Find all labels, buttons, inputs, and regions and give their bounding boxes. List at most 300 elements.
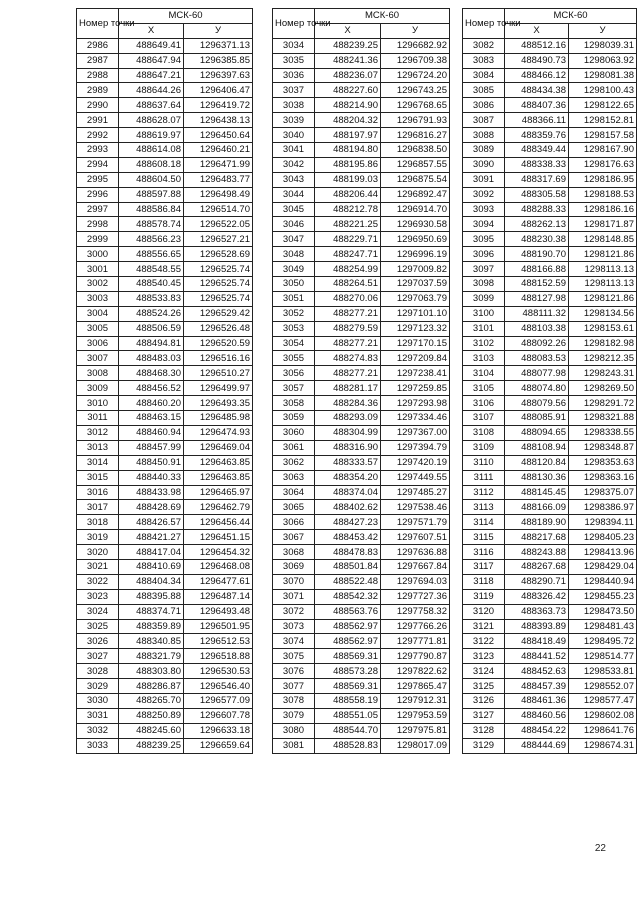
table-row xyxy=(463,247,637,262)
table-row xyxy=(77,351,253,366)
table-row xyxy=(463,455,637,470)
table-row xyxy=(77,530,253,545)
y-coordinate-cell: 1298602.08 xyxy=(569,708,637,723)
point-number-cell: 3001 xyxy=(77,262,119,277)
x-coordinate-cell: 488083.53 xyxy=(505,351,569,366)
point-number-cell: 3117 xyxy=(463,559,505,574)
table-row xyxy=(77,128,253,143)
coordinate-system-header: МСК-60 xyxy=(505,9,637,24)
y-coordinate-cell: 1296930.58 xyxy=(381,217,450,232)
y-coordinate-cell: 1296397.63 xyxy=(184,68,253,83)
x-coordinate-cell: 488281.17 xyxy=(315,381,381,396)
x-coordinate-cell: 488204.32 xyxy=(315,113,381,128)
point-number-cell: 3100 xyxy=(463,306,505,321)
y-coordinate-cell: 1298188.53 xyxy=(569,187,637,202)
table-row xyxy=(463,128,637,143)
table-row xyxy=(273,262,450,277)
y-coordinate-cell: 1296385.85 xyxy=(184,53,253,68)
x-coordinate-cell: 488569.31 xyxy=(315,649,381,664)
x-coordinate-cell: 488304.99 xyxy=(315,425,381,440)
point-number-cell: 3074 xyxy=(273,634,315,649)
point-number-cell: 3107 xyxy=(463,411,505,426)
y-coordinate-cell: 1298440.94 xyxy=(569,574,637,589)
table-row xyxy=(77,217,253,232)
point-number-cell: 3087 xyxy=(463,113,505,128)
y-coordinate-cell: 1296468.08 xyxy=(184,559,253,574)
coordinates-table-3 xyxy=(462,8,637,754)
table-row xyxy=(463,559,637,574)
x-coordinate-cell: 488524.26 xyxy=(119,306,184,321)
x-coordinate-cell: 488441.52 xyxy=(505,649,569,664)
x-coordinate-cell: 488556.65 xyxy=(119,247,184,262)
y-coordinate-cell: 1296487.14 xyxy=(184,589,253,604)
point-number-cell: 3077 xyxy=(273,679,315,694)
point-number-cell: 3040 xyxy=(273,128,315,143)
table-row xyxy=(463,679,637,694)
point-number-cell: 3045 xyxy=(273,202,315,217)
x-coordinate-cell: 488340.85 xyxy=(119,634,184,649)
point-number-cell: 3125 xyxy=(463,679,505,694)
point-number-cell: 3047 xyxy=(273,232,315,247)
point-number-cell: 3036 xyxy=(273,68,315,83)
x-coordinate-cell: 488264.51 xyxy=(315,277,381,292)
x-coordinate-cell: 488522.48 xyxy=(315,574,381,589)
x-coordinate-cell: 488288.33 xyxy=(505,202,569,217)
table-row xyxy=(273,291,450,306)
x-coordinate-cell: 488427.23 xyxy=(315,515,381,530)
x-coordinate-cell: 488108.94 xyxy=(505,440,569,455)
x-coordinate-cell: 488450.91 xyxy=(119,455,184,470)
y-coordinate-cell: 1297037.59 xyxy=(381,277,450,292)
point-number-cell: 3120 xyxy=(463,604,505,619)
y-coordinate-cell: 1296463.85 xyxy=(184,455,253,470)
point-number-cell: 3006 xyxy=(77,336,119,351)
point-number-cell: 3023 xyxy=(77,589,119,604)
y-coordinate-cell: 1296477.61 xyxy=(184,574,253,589)
table-row xyxy=(77,545,253,560)
table-row xyxy=(77,113,253,128)
x-coordinate-cell: 488562.97 xyxy=(315,619,381,634)
y-coordinate-cell: 1296456.44 xyxy=(184,515,253,530)
table-row xyxy=(463,470,637,485)
point-number-header: Номер точки xyxy=(273,9,315,39)
table-row xyxy=(77,366,253,381)
x-coordinate-cell: 488236.07 xyxy=(315,68,381,83)
y-coordinate-cell: 1296577.09 xyxy=(184,693,253,708)
point-number-cell: 3014 xyxy=(77,455,119,470)
y-coordinate-cell: 1296471.99 xyxy=(184,157,253,172)
point-number-cell: 3126 xyxy=(463,693,505,708)
x-coordinate-cell: 488262.13 xyxy=(505,217,569,232)
point-number-cell: 3030 xyxy=(77,693,119,708)
y-coordinate-cell: 1298353.63 xyxy=(569,455,637,470)
x-coordinate-cell: 488127.98 xyxy=(505,291,569,306)
point-number-cell: 3065 xyxy=(273,500,315,515)
x-coordinate-cell: 488460.56 xyxy=(505,708,569,723)
y-coordinate-cell: 1297063.79 xyxy=(381,291,450,306)
x-coordinate-cell: 488212.78 xyxy=(315,202,381,217)
x-coordinate-cell: 488197.97 xyxy=(315,128,381,143)
y-coordinate-cell: 1296791.93 xyxy=(381,113,450,128)
x-coordinate-cell: 488533.83 xyxy=(119,291,184,306)
y-coordinate-cell: 1298386.97 xyxy=(569,500,637,515)
point-number-cell: 3090 xyxy=(463,157,505,172)
x-coordinate-cell: 488478.83 xyxy=(315,545,381,560)
point-number-cell: 3037 xyxy=(273,83,315,98)
x-coordinate-cell: 488374.04 xyxy=(315,485,381,500)
x-coordinate-cell: 488461.36 xyxy=(505,693,569,708)
x-coordinate-cell: 488457.99 xyxy=(119,440,184,455)
x-coordinate-cell: 488166.09 xyxy=(505,500,569,515)
y-coordinate-cell: 1296709.38 xyxy=(381,53,450,68)
y-coordinate-cell: 1297865.47 xyxy=(381,679,450,694)
y-coordinate-cell: 1298121.86 xyxy=(569,247,637,262)
point-number-cell: 3113 xyxy=(463,500,505,515)
y-coordinate-cell: 1298153.61 xyxy=(569,321,637,336)
point-number-cell: 3129 xyxy=(463,738,505,753)
y-coordinate-cell: 1298039.31 xyxy=(569,38,637,53)
x-coordinate-cell: 488501.84 xyxy=(315,559,381,574)
table-row xyxy=(463,98,637,113)
table-row xyxy=(77,247,253,262)
table-row xyxy=(463,604,637,619)
point-number-cell: 3050 xyxy=(273,277,315,292)
y-coordinate-cell: 1298063.92 xyxy=(569,53,637,68)
x-coordinate-cell: 488194.80 xyxy=(315,143,381,158)
point-number-cell: 3005 xyxy=(77,321,119,336)
x-coordinate-cell: 488444.69 xyxy=(505,738,569,753)
x-coordinate-cell: 488130.36 xyxy=(505,470,569,485)
x-coordinate-cell: 488454.22 xyxy=(505,723,569,738)
y-coordinate-cell: 1296525.74 xyxy=(184,262,253,277)
point-number-cell: 3048 xyxy=(273,247,315,262)
x-coordinate-cell: 488456.52 xyxy=(119,381,184,396)
table-row xyxy=(273,589,450,604)
table-row xyxy=(463,217,637,232)
table-row xyxy=(273,172,450,187)
y-coordinate-cell: 1296996.19 xyxy=(381,247,450,262)
x-coordinate-cell: 488569.31 xyxy=(315,679,381,694)
x-coordinate-cell: 488279.59 xyxy=(315,321,381,336)
x-coordinate-cell: 488338.33 xyxy=(505,157,569,172)
point-number-cell: 3009 xyxy=(77,381,119,396)
y-coordinate-cell: 1296528.69 xyxy=(184,247,253,262)
x-coordinate-cell: 488452.63 xyxy=(505,664,569,679)
point-number-cell: 3016 xyxy=(77,485,119,500)
point-number-cell: 3055 xyxy=(273,351,315,366)
table-row xyxy=(273,738,450,753)
point-number-cell: 3078 xyxy=(273,693,315,708)
y-coordinate-cell: 1298152.81 xyxy=(569,113,637,128)
table-row xyxy=(273,53,450,68)
x-coordinate-cell: 488206.44 xyxy=(315,187,381,202)
x-coordinate-cell: 488483.03 xyxy=(119,351,184,366)
x-coordinate-cell: 488326.42 xyxy=(505,589,569,604)
x-coordinate-cell: 488578.74 xyxy=(119,217,184,232)
table-row xyxy=(273,321,450,336)
x-coordinate-cell: 488551.05 xyxy=(315,708,381,723)
table-row xyxy=(77,291,253,306)
point-number-cell: 3102 xyxy=(463,336,505,351)
y-coordinate-cell: 1296501.95 xyxy=(184,619,253,634)
point-number-cell: 3063 xyxy=(273,470,315,485)
point-number-cell: 3111 xyxy=(463,470,505,485)
y-coordinate-cell: 1297420.19 xyxy=(381,455,450,470)
point-number-cell: 3015 xyxy=(77,470,119,485)
y-coordinate-cell: 1298405.23 xyxy=(569,530,637,545)
point-number-cell: 3064 xyxy=(273,485,315,500)
point-number-cell: 3122 xyxy=(463,634,505,649)
x-coordinate-cell: 488512.16 xyxy=(505,38,569,53)
point-number-cell: 3069 xyxy=(273,559,315,574)
point-number-cell: 2986 xyxy=(77,38,119,53)
y-coordinate-cell: 1296514.70 xyxy=(184,202,253,217)
y-coordinate-cell: 1296371.13 xyxy=(184,38,253,53)
point-number-cell: 3079 xyxy=(273,708,315,723)
point-number-cell: 3085 xyxy=(463,83,505,98)
point-number-cell: 3029 xyxy=(77,679,119,694)
x-coordinate-cell: 488558.19 xyxy=(315,693,381,708)
y-coordinate-cell: 1298176.63 xyxy=(569,157,637,172)
table-row xyxy=(273,411,450,426)
coordinate-system-header: МСК-60 xyxy=(119,9,253,24)
point-number-cell: 3012 xyxy=(77,425,119,440)
point-number-cell: 3024 xyxy=(77,604,119,619)
x-header: X xyxy=(119,23,184,38)
point-number-cell: 3072 xyxy=(273,604,315,619)
y-coordinate-cell: 1298348.87 xyxy=(569,440,637,455)
y-coordinate-cell: 1298429.04 xyxy=(569,559,637,574)
x-header: X xyxy=(315,23,381,38)
table-row xyxy=(273,83,450,98)
point-number-cell: 3104 xyxy=(463,366,505,381)
y-coordinate-cell: 1296743.25 xyxy=(381,83,450,98)
y-coordinate-cell: 1296520.59 xyxy=(184,336,253,351)
table-row xyxy=(77,634,253,649)
point-number-cell: 3106 xyxy=(463,396,505,411)
x-coordinate-cell: 488604.50 xyxy=(119,172,184,187)
y-coordinate-cell: 1296465.97 xyxy=(184,485,253,500)
x-coordinate-cell: 488305.58 xyxy=(505,187,569,202)
y-coordinate-cell: 1297538.46 xyxy=(381,500,450,515)
table-row xyxy=(273,232,450,247)
point-number-cell: 3089 xyxy=(463,143,505,158)
y-coordinate-cell: 1298182.98 xyxy=(569,336,637,351)
x-coordinate-cell: 488094.65 xyxy=(505,425,569,440)
x-coordinate-cell: 488457.39 xyxy=(505,679,569,694)
y-coordinate-cell: 1298081.38 xyxy=(569,68,637,83)
x-coordinate-cell: 488628.07 xyxy=(119,113,184,128)
table-row xyxy=(273,440,450,455)
y-coordinate-cell: 1298413.96 xyxy=(569,545,637,560)
y-coordinate-cell: 1296498.49 xyxy=(184,187,253,202)
x-coordinate-cell: 488239.25 xyxy=(119,738,184,753)
table-row xyxy=(463,381,637,396)
y-coordinate-cell: 1297607.51 xyxy=(381,530,450,545)
table-row xyxy=(77,604,253,619)
table-row xyxy=(463,440,637,455)
point-number-cell: 3003 xyxy=(77,291,119,306)
x-coordinate-cell: 488374.71 xyxy=(119,604,184,619)
y-coordinate-cell: 1298363.16 xyxy=(569,470,637,485)
point-number-cell: 3093 xyxy=(463,202,505,217)
y-coordinate-cell: 1297790.87 xyxy=(381,649,450,664)
x-coordinate-cell: 488597.88 xyxy=(119,187,184,202)
x-coordinate-cell: 488453.42 xyxy=(315,530,381,545)
x-coordinate-cell: 488614.08 xyxy=(119,143,184,158)
y-coordinate-cell: 1296768.65 xyxy=(381,98,450,113)
point-number-cell: 3042 xyxy=(273,157,315,172)
y-coordinate-cell: 1296438.13 xyxy=(184,113,253,128)
table-row xyxy=(463,157,637,172)
point-number-cell: 3070 xyxy=(273,574,315,589)
point-number-cell: 3038 xyxy=(273,98,315,113)
point-number-cell: 3124 xyxy=(463,664,505,679)
table-row xyxy=(463,306,637,321)
table-row xyxy=(273,679,450,694)
point-number-cell: 2997 xyxy=(77,202,119,217)
table-row xyxy=(77,336,253,351)
x-coordinate-cell: 488284.36 xyxy=(315,396,381,411)
table-row xyxy=(77,232,253,247)
point-number-cell: 3086 xyxy=(463,98,505,113)
table-row xyxy=(463,143,637,158)
table-row xyxy=(273,247,450,262)
x-coordinate-cell: 488270.06 xyxy=(315,291,381,306)
point-number-cell: 3010 xyxy=(77,396,119,411)
y-coordinate-cell: 1298017.09 xyxy=(381,738,450,753)
table-row xyxy=(273,396,450,411)
y-coordinate-cell: 1297485.27 xyxy=(381,485,450,500)
point-number-cell: 3020 xyxy=(77,545,119,560)
x-coordinate-cell: 488359.89 xyxy=(119,619,184,634)
x-coordinate-cell: 488608.18 xyxy=(119,157,184,172)
table-row xyxy=(463,83,637,98)
x-coordinate-cell: 488407.36 xyxy=(505,98,569,113)
x-coordinate-cell: 488562.97 xyxy=(315,634,381,649)
table-row xyxy=(463,53,637,68)
table-row xyxy=(273,68,450,83)
table-row xyxy=(463,262,637,277)
point-number-cell: 3076 xyxy=(273,664,315,679)
x-coordinate-cell: 488247.71 xyxy=(315,247,381,262)
point-number-cell: 3017 xyxy=(77,500,119,515)
x-coordinate-cell: 488410.69 xyxy=(119,559,184,574)
table-row xyxy=(463,545,637,560)
y-coordinate-cell: 1296493.48 xyxy=(184,604,253,619)
table-row xyxy=(463,366,637,381)
y-coordinate-cell: 1296857.55 xyxy=(381,157,450,172)
x-coordinate-cell: 488349.44 xyxy=(505,143,569,158)
y-coordinate-cell: 1296483.77 xyxy=(184,172,253,187)
table-row xyxy=(77,83,253,98)
x-coordinate-cell: 488254.99 xyxy=(315,262,381,277)
x-coordinate-cell: 488494.81 xyxy=(119,336,184,351)
point-number-cell: 3062 xyxy=(273,455,315,470)
y-coordinate-cell: 1297449.55 xyxy=(381,470,450,485)
x-coordinate-cell: 488241.36 xyxy=(315,53,381,68)
y-coordinate-cell: 1296633.18 xyxy=(184,723,253,738)
table-row xyxy=(273,634,450,649)
y-coordinate-cell: 1296527.21 xyxy=(184,232,253,247)
y-header: У xyxy=(381,23,450,38)
x-coordinate-cell: 488466.12 xyxy=(505,68,569,83)
x-coordinate-cell: 488433.98 xyxy=(119,485,184,500)
y-coordinate-cell: 1296914.70 xyxy=(381,202,450,217)
y-coordinate-cell: 1298100.43 xyxy=(569,83,637,98)
table-row xyxy=(273,530,450,545)
point-number-cell: 3043 xyxy=(273,172,315,187)
y-coordinate-cell: 1297771.81 xyxy=(381,634,450,649)
point-number-cell: 3018 xyxy=(77,515,119,530)
x-coordinate-cell: 488074.80 xyxy=(505,381,569,396)
x-coordinate-cell: 488586.84 xyxy=(119,202,184,217)
point-number-cell: 2991 xyxy=(77,113,119,128)
point-number-cell: 3112 xyxy=(463,485,505,500)
x-coordinate-cell: 488229.71 xyxy=(315,232,381,247)
x-coordinate-cell: 488195.86 xyxy=(315,157,381,172)
x-coordinate-cell: 488077.98 xyxy=(505,366,569,381)
point-number-cell: 2994 xyxy=(77,157,119,172)
x-coordinate-cell: 488566.23 xyxy=(119,232,184,247)
table-row xyxy=(463,113,637,128)
x-coordinate-cell: 488366.11 xyxy=(505,113,569,128)
x-coordinate-cell: 488542.32 xyxy=(315,589,381,604)
point-number-cell: 3118 xyxy=(463,574,505,589)
table-row xyxy=(273,425,450,440)
point-number-cell: 3114 xyxy=(463,515,505,530)
point-number-cell: 2993 xyxy=(77,143,119,158)
x-coordinate-cell: 488354.20 xyxy=(315,470,381,485)
table-row xyxy=(77,396,253,411)
point-number-cell: 3054 xyxy=(273,336,315,351)
table-row xyxy=(463,500,637,515)
point-number-cell: 3108 xyxy=(463,425,505,440)
point-number-cell: 3110 xyxy=(463,455,505,470)
table-row xyxy=(273,157,450,172)
y-coordinate-cell: 1296510.27 xyxy=(184,366,253,381)
table-row xyxy=(77,708,253,723)
table-row xyxy=(463,411,637,426)
x-coordinate-cell: 488230.38 xyxy=(505,232,569,247)
point-number-cell: 3066 xyxy=(273,515,315,530)
point-number-cell: 3052 xyxy=(273,306,315,321)
y-coordinate-cell: 1297101.10 xyxy=(381,306,450,321)
point-number-cell: 2995 xyxy=(77,172,119,187)
coordinate-system-header: МСК-60 xyxy=(315,9,450,24)
x-coordinate-cell: 488317.69 xyxy=(505,172,569,187)
table-row xyxy=(463,38,637,53)
y-coordinate-cell: 1298394.11 xyxy=(569,515,637,530)
table-row xyxy=(77,262,253,277)
table-row xyxy=(273,664,450,679)
point-number-cell: 3021 xyxy=(77,559,119,574)
y-coordinate-cell: 1297975.81 xyxy=(381,723,450,738)
table-row xyxy=(77,738,253,753)
x-coordinate-cell: 488239.25 xyxy=(315,38,381,53)
table-row xyxy=(273,187,450,202)
x-coordinate-cell: 488404.34 xyxy=(119,574,184,589)
point-number-cell: 3121 xyxy=(463,619,505,634)
table-row xyxy=(77,425,253,440)
x-coordinate-cell: 488573.28 xyxy=(315,664,381,679)
y-coordinate-cell: 1296526.48 xyxy=(184,321,253,336)
y-header: У xyxy=(569,23,637,38)
table-row xyxy=(77,143,253,158)
y-coordinate-cell: 1298375.07 xyxy=(569,485,637,500)
y-coordinate-cell: 1297394.79 xyxy=(381,440,450,455)
point-number-cell: 3007 xyxy=(77,351,119,366)
